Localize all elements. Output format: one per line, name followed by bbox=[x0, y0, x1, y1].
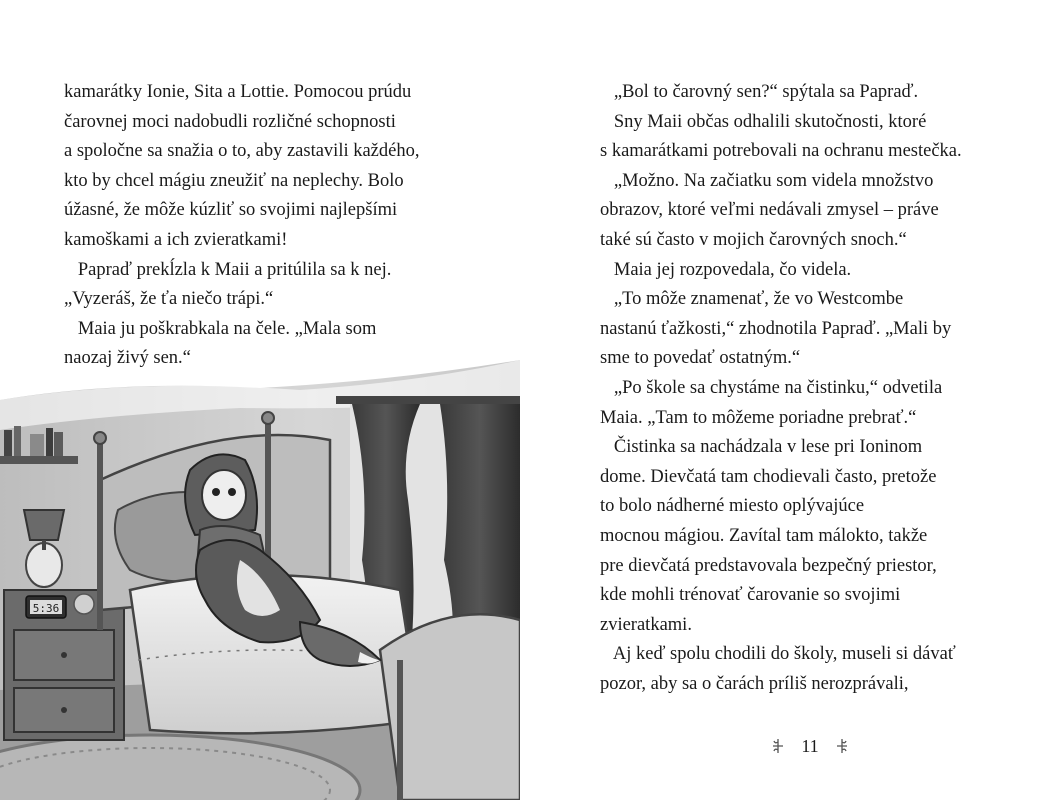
text-line: Sny Maii občas odhalili skutočnosti, ktoré bbox=[600, 111, 927, 132]
clock-readout: 5:36 bbox=[32, 602, 60, 615]
bedroom-illustration bbox=[0, 360, 520, 800]
text-line: pozor, aby sa o čarách príliš nerozprávali, bbox=[600, 673, 909, 694]
text-line: kto by chcel mágiu zneužiť na neplechy. Bolo bbox=[64, 170, 404, 191]
text-line: pre dievčatá predstavovala bezpečný priestor, bbox=[600, 555, 937, 576]
right-page bbox=[520, 0, 1040, 800]
text-line: Maia jej rozpovedala, čo videla. bbox=[600, 259, 852, 280]
text-line: dome. Dievčatá tam chodievali často, pretože bbox=[600, 466, 937, 487]
text-line: nastanú ťažkosti,“ zhodnotila Papraď. „Mali by bbox=[600, 318, 952, 339]
text-line: čarovnej moci nadobudli rozličné schopnosti bbox=[64, 111, 396, 132]
text-line: „Vyzeráš, že ťa niečo trápi.“ bbox=[64, 289, 274, 310]
text-line: také sú často v mojich čarovných snoch.“ bbox=[600, 229, 907, 250]
fleur-ornament-icon bbox=[834, 738, 850, 754]
text-line: kamarátky Ionie, Sita a Lottie. Pomocou prúdu bbox=[64, 82, 412, 102]
fleur-ornament-icon bbox=[770, 738, 786, 754]
text-line: „Bol to čarovný sen?“ spýtala sa Papraď. bbox=[600, 82, 919, 102]
text-line: kamoškami a ich zvieratkami! bbox=[64, 229, 288, 250]
text-line: kde mohli trénovať čarovanie so svojimi bbox=[600, 585, 901, 606]
text-line: zvieratkami. bbox=[600, 614, 692, 635]
page-number: 11 bbox=[801, 736, 819, 756]
text-line: Maia ju poškrabkala na čele. „Mala som bbox=[64, 318, 377, 339]
text-line: obrazov, ktoré veľmi nedávali zmysel – práve bbox=[600, 200, 939, 221]
left-page-text bbox=[64, 78, 464, 374]
text-line: úžasné, že môže kúzliť so svojimi najlepšími bbox=[64, 200, 398, 221]
text-line: mocnou mágiou. Zavítal tam málokto, takže bbox=[600, 525, 928, 546]
text-line: Papraď prekĺzla k Maii a pritúlila sa k nej. bbox=[64, 259, 392, 280]
text-line: s kamarátkami potrebovali na ochranu mestečka. bbox=[600, 141, 962, 162]
text-line: naozaj živý sen.“ bbox=[64, 348, 191, 369]
text-line: „To môže znamenať, že vo Westcombe bbox=[600, 289, 904, 310]
page-folio bbox=[760, 733, 860, 759]
text-line: Maia. „Tam to môžeme poriadne prebrať.“ bbox=[600, 407, 917, 428]
text-line: Aj keď spolu chodili do školy, museli si dávať bbox=[600, 644, 956, 665]
text-line: „Po škole sa chystáme na čistinku,“ odvetila bbox=[600, 377, 943, 398]
text-line: a spoločne sa snažia o to, aby zastavili každého, bbox=[64, 141, 420, 162]
text-line: to bolo nádherné miesto oplývajúce bbox=[600, 496, 865, 517]
right-page-text bbox=[600, 78, 1000, 699]
text-line: sme to povedať ostatným.“ bbox=[600, 348, 801, 369]
text-line: „Možno. Na začiatku som videla množstvo bbox=[600, 170, 934, 191]
text-line: Čistinka sa nachádzala v lese pri Ioninom bbox=[600, 437, 923, 458]
